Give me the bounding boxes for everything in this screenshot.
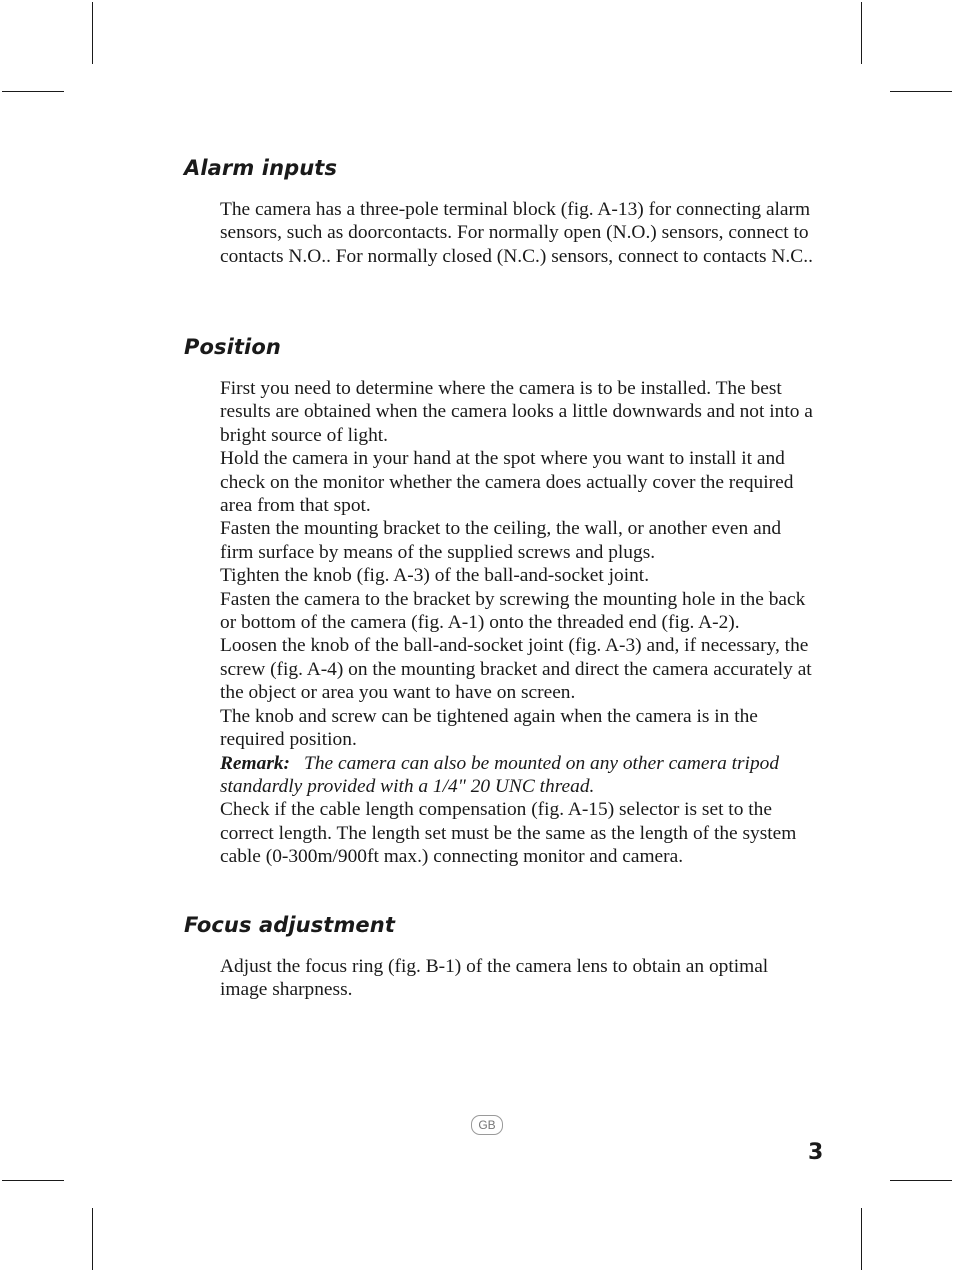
paragraph: Check if the cable length compensation (fig. A-15) selector is set to the correct length. The length set must be the same as the length of the system cable (0-300m/900ft max.) connecting monitor and camera. (220, 799, 797, 868)
page-number: 3 (808, 1140, 824, 1165)
paragraph: The camera has a three-pole terminal block (fig. A-13) for connecting alarm sensors, such as doorcontacts. For normally open (N.O.) sensors, connect to contacts N.O.. For normally closed (N.C.) sensors, connect to contacts N.C.. (220, 199, 813, 267)
paragraph: First you need to determine where the camera is to be installed. The best results are obtained when the camera looks a little downwards and not into a bright source of light. (220, 378, 813, 446)
paragraph: Loosen the knob of the ball-and-socket joint (fig. A-3) and, if necessary, the screw (fig. A-4) on the mounting bracket and direct the camera accurately at the object or area you want to have on screen. (220, 635, 812, 704)
paragraph: Fasten the mounting bracket to the ceiling, the wall, or another even and firm surface by means of the supplied screws and plugs. (220, 518, 782, 563)
crop-mark (861, 1208, 862, 1270)
paragraph: Hold the camera in your hand at the spot where you want to install it and check on the monitor whether the camera does actually cover the required area from that spot. (220, 448, 794, 517)
section-heading-focus-adjustment: Focus adjustment (184, 913, 395, 937)
remark-note (220, 752, 818, 799)
paragraph: Fasten the camera to the bracket by screwing the mounting hole in the back or bottom of the camera (fig. A-1) onto the threaded end (fig. A-2). (220, 588, 806, 634)
crop-mark (890, 1180, 952, 1181)
crop-mark (861, 2, 862, 64)
crop-mark (2, 91, 64, 92)
section-heading-alarm-inputs: Alarm inputs (184, 156, 338, 180)
paragraph: Adjust the focus ring (fig. B-1) of the camera lens to obtain an optimal image sharpness. (220, 956, 769, 1001)
section-heading-position: Position (184, 335, 281, 359)
section-body-position (220, 377, 818, 869)
remark-label: Remark: (220, 752, 291, 774)
country-code-badge: GB (471, 1115, 503, 1135)
paragraph: Tighten the knob (fig. A-3) of the ball-and-socket joint. (220, 565, 650, 587)
crop-mark (2, 1180, 64, 1181)
crop-mark (92, 1208, 93, 1270)
crop-mark (92, 2, 93, 64)
section-body-alarm-inputs (220, 198, 818, 268)
paragraph: The knob and screw can be tightened again when the camera is in the required position. (220, 705, 758, 751)
section-body-focus-adjustment (220, 955, 818, 1002)
crop-mark (890, 91, 952, 92)
remark-text: The camera can also be mounted on any other camera tripod standardly provided with a 1/4" 20 UNC thread. (220, 752, 780, 797)
